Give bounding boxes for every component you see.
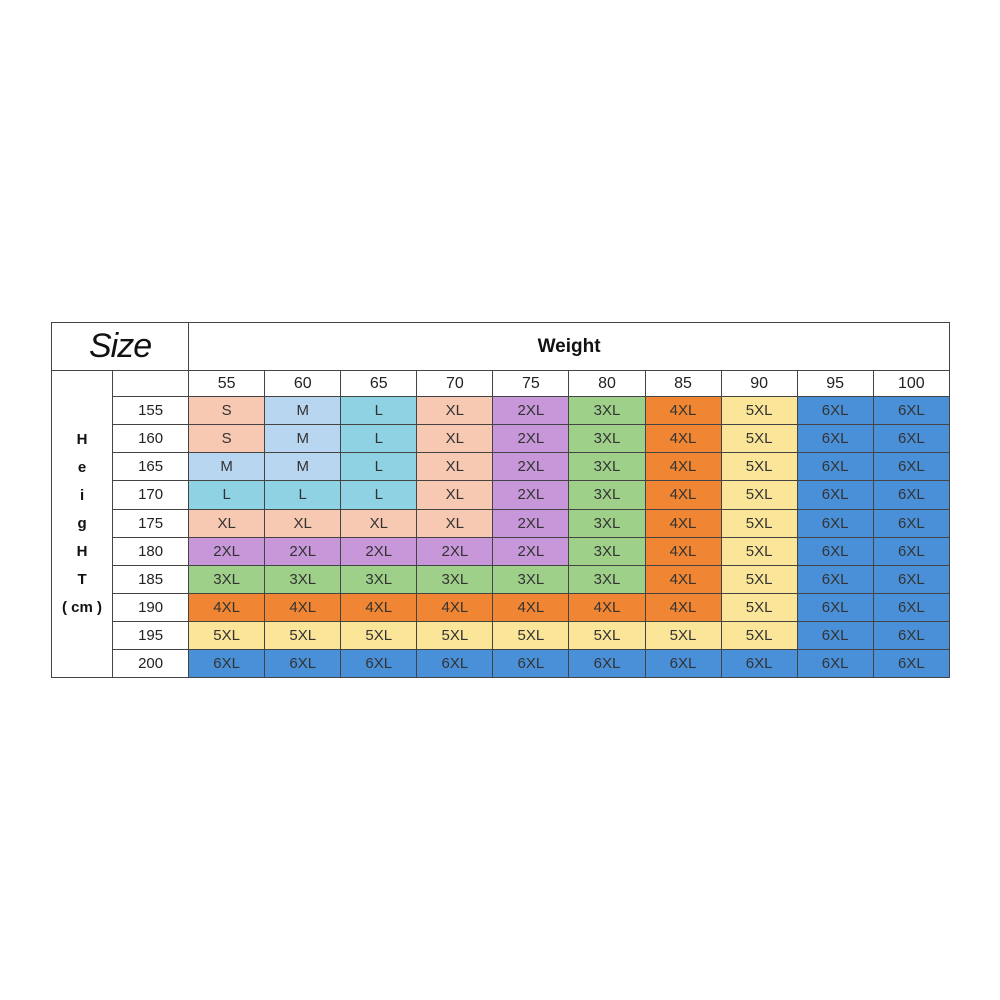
size-cell: 5XL xyxy=(721,425,797,453)
size-cell: M xyxy=(265,425,341,453)
size-cell: 6XL xyxy=(417,649,493,677)
table-row xyxy=(52,397,950,425)
size-cell: 6XL xyxy=(569,649,645,677)
height-value-cell: 195 xyxy=(113,621,189,649)
size-cell: S xyxy=(189,425,265,453)
size-cell: 6XL xyxy=(797,397,873,425)
height-value-cell: 170 xyxy=(113,481,189,509)
height-value-cell: 200 xyxy=(113,649,189,677)
size-cell: 2XL xyxy=(189,537,265,565)
size-cell: 5XL xyxy=(265,621,341,649)
size-cell: 3XL xyxy=(569,565,645,593)
size-cell: 6XL xyxy=(797,537,873,565)
weight-header-row xyxy=(52,371,950,397)
size-cell: 5XL xyxy=(721,621,797,649)
size-cell: 3XL xyxy=(569,397,645,425)
size-cell: 6XL xyxy=(341,649,417,677)
size-cell: 3XL xyxy=(341,565,417,593)
table-row xyxy=(52,537,950,565)
size-cell: 4XL xyxy=(189,593,265,621)
size-cell: 2XL xyxy=(493,537,569,565)
height-label-char: H xyxy=(76,431,88,449)
size-cell: 6XL xyxy=(873,565,949,593)
size-cell: 3XL xyxy=(569,425,645,453)
size-cell: 2XL xyxy=(493,425,569,453)
weight-header-cell: 60 xyxy=(265,371,341,397)
weight-header-cell: 80 xyxy=(569,371,645,397)
weight-header-cell: 55 xyxy=(189,371,265,397)
size-cell: 6XL xyxy=(797,453,873,481)
size-cell: 5XL xyxy=(341,621,417,649)
size-cell: 6XL xyxy=(873,481,949,509)
title-row xyxy=(52,323,950,371)
height-label-char: g xyxy=(77,515,87,533)
size-cell: XL xyxy=(265,509,341,537)
size-cell: 2XL xyxy=(493,481,569,509)
size-cell: 4XL xyxy=(645,593,721,621)
size-cell: 6XL xyxy=(797,565,873,593)
size-cell: 4XL xyxy=(265,593,341,621)
size-cell: 5XL xyxy=(645,621,721,649)
height-value-cell: 185 xyxy=(113,565,189,593)
size-cell: 6XL xyxy=(873,509,949,537)
size-cell: 5XL xyxy=(721,565,797,593)
size-cell: 5XL xyxy=(417,621,493,649)
size-cell: 2XL xyxy=(265,537,341,565)
size-chart-table xyxy=(51,322,950,678)
weight-header-cell: 85 xyxy=(645,371,721,397)
size-cell: 4XL xyxy=(645,481,721,509)
height-value-cell: 165 xyxy=(113,453,189,481)
size-cell: 4XL xyxy=(569,593,645,621)
weight-header-cell: 65 xyxy=(341,371,417,397)
height-value-cell: 180 xyxy=(113,537,189,565)
size-cell: XL xyxy=(417,509,493,537)
table-row xyxy=(52,593,950,621)
table-row xyxy=(52,425,950,453)
size-cell: 5XL xyxy=(569,621,645,649)
size-cell: 6XL xyxy=(873,593,949,621)
size-cell: 2XL xyxy=(493,453,569,481)
size-cell: XL xyxy=(417,481,493,509)
height-label-char: ( cm ) xyxy=(62,599,103,617)
size-cell: L xyxy=(341,481,417,509)
size-cell: M xyxy=(265,397,341,425)
size-cell: L xyxy=(341,425,417,453)
size-cell: 4XL xyxy=(645,425,721,453)
size-cell: 4XL xyxy=(645,509,721,537)
size-cell: 5XL xyxy=(721,509,797,537)
size-cell: 3XL xyxy=(493,565,569,593)
size-cell: XL xyxy=(417,397,493,425)
size-cell: 6XL xyxy=(189,649,265,677)
size-cell: L xyxy=(189,481,265,509)
size-cell: 4XL xyxy=(417,593,493,621)
size-cell: 3XL xyxy=(417,565,493,593)
height-value-cell: 190 xyxy=(113,593,189,621)
size-cell: 5XL xyxy=(189,621,265,649)
size-cell: 2XL xyxy=(493,397,569,425)
size-cell: 3XL xyxy=(189,565,265,593)
size-cell: 2XL xyxy=(341,537,417,565)
weight-header-cell: 70 xyxy=(417,371,493,397)
size-cell: L xyxy=(341,453,417,481)
size-cell: 5XL xyxy=(721,537,797,565)
size-cell: 4XL xyxy=(645,537,721,565)
size-cell: 3XL xyxy=(569,453,645,481)
size-cell: S xyxy=(189,397,265,425)
size-cell: 4XL xyxy=(645,397,721,425)
size-title: Size xyxy=(52,323,189,371)
height-label-char: e xyxy=(77,459,87,477)
size-cell: M xyxy=(265,453,341,481)
height-value-cell: 155 xyxy=(113,397,189,425)
size-cell: 6XL xyxy=(797,593,873,621)
size-cell: 4XL xyxy=(645,565,721,593)
size-cell: 2XL xyxy=(417,537,493,565)
weight-header-cell: 100 xyxy=(873,371,949,397)
size-cell: 4XL xyxy=(493,593,569,621)
table-row xyxy=(52,649,950,677)
weight-header-cell: 75 xyxy=(493,371,569,397)
size-cell: 6XL xyxy=(645,649,721,677)
size-cell: 5XL xyxy=(721,453,797,481)
size-cell: 6XL xyxy=(873,453,949,481)
table-row xyxy=(52,565,950,593)
size-cell: 5XL xyxy=(721,481,797,509)
size-cell: XL xyxy=(341,509,417,537)
size-cell: XL xyxy=(417,425,493,453)
height-value-cell: 175 xyxy=(113,509,189,537)
size-cell: 6XL xyxy=(265,649,341,677)
height-value-cell: 160 xyxy=(113,425,189,453)
size-cell: L xyxy=(341,397,417,425)
weight-title: Weight xyxy=(189,323,950,371)
size-cell: 6XL xyxy=(721,649,797,677)
height-label-char: i xyxy=(79,487,85,505)
size-cell: 6XL xyxy=(797,621,873,649)
size-cell: 5XL xyxy=(493,621,569,649)
size-cell: 6XL xyxy=(873,649,949,677)
size-cell: 6XL xyxy=(797,425,873,453)
corner-cell xyxy=(113,371,189,397)
table-row xyxy=(52,621,950,649)
size-cell: XL xyxy=(189,509,265,537)
size-cell: 6XL xyxy=(873,397,949,425)
weight-header-cell: 95 xyxy=(797,371,873,397)
height-label-char: T xyxy=(77,571,87,589)
weight-header-cell: 90 xyxy=(721,371,797,397)
size-cell: 6XL xyxy=(493,649,569,677)
size-cell: 3XL xyxy=(569,481,645,509)
table-row xyxy=(52,509,950,537)
size-cell: 6XL xyxy=(873,425,949,453)
table-row xyxy=(52,481,950,509)
table-row xyxy=(52,453,950,481)
size-cell: 5XL xyxy=(721,397,797,425)
size-cell: 6XL xyxy=(797,481,873,509)
size-cell: 6XL xyxy=(873,537,949,565)
size-cell: XL xyxy=(417,453,493,481)
height-axis-label xyxy=(52,371,113,678)
size-cell: M xyxy=(189,453,265,481)
size-cell: 6XL xyxy=(873,621,949,649)
size-cell: 3XL xyxy=(265,565,341,593)
height-label-char: H xyxy=(76,543,88,561)
size-cell: 6XL xyxy=(797,509,873,537)
size-cell: L xyxy=(265,481,341,509)
size-cell: 6XL xyxy=(797,649,873,677)
size-cell: 3XL xyxy=(569,537,645,565)
size-cell: 3XL xyxy=(569,509,645,537)
size-cell: 5XL xyxy=(721,593,797,621)
size-cell: 2XL xyxy=(493,509,569,537)
size-cell: 4XL xyxy=(645,453,721,481)
size-cell: 4XL xyxy=(341,593,417,621)
